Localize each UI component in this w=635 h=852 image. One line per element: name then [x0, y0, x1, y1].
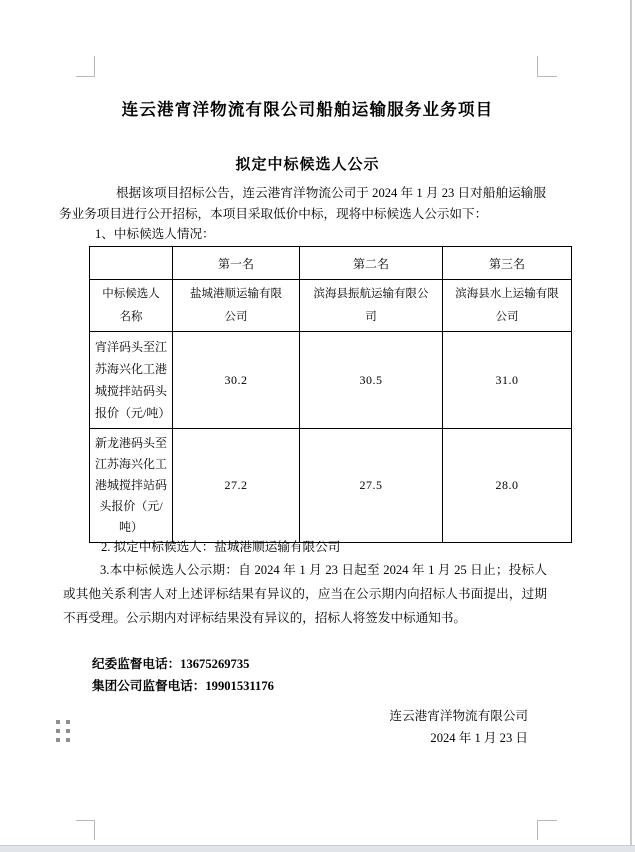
header-rank-1: 第一名 [173, 247, 300, 280]
document-subtitle: 拟定中标候选人公示 [235, 157, 380, 173]
price-2-candidate-2: 27.5 [300, 429, 443, 543]
price-row-xiaoyang-wharf [90, 332, 572, 429]
document-title: 连云港宵洋物流有限公司船舶运输服务业务项目 [121, 100, 494, 119]
candidates-table [89, 246, 572, 543]
table-header-row [90, 247, 572, 280]
section-2-text: 2. 拟定中标候选人：盐城港顺运输有限公司 [101, 540, 341, 554]
group-phone-line: 集团公司监督电话：19901531176 [92, 678, 274, 693]
section-1-heading: 1、中标候选人情况： [95, 227, 215, 241]
header-rank-2: 第二名 [300, 247, 443, 280]
price-1-candidate-3: 31.0 [443, 332, 572, 429]
section-3-paragraph: 3.本中标候选人公示期：自 2024 年 1 月 23 日起至 2024 年 1 月 25 日止；投标人或其他关系利害人对上述评标结果有异议的，应当在公示期内向招标人书面提出，过期不再受理。公示期内对评标结果没有异议的，招标人将签发中标通知书。 [63, 563, 547, 625]
candidate-3-name: 滨海县水上运输有限公司 [443, 280, 572, 332]
price-1-candidate-2: 30.5 [300, 332, 443, 429]
candidate-name-row [90, 280, 572, 332]
intro-paragraph: 根据该项目招标公告，连云港宵洋物流公司于 2024 年 1 月 23 日对船舶运输服务业务项目进行公开招标，本项目采取低价中标，现将中标候选人公示如下： [59, 186, 547, 221]
price-2-candidate-3: 28.0 [443, 429, 572, 543]
row-label-price-1: 宵洋码头至江苏海兴化工港城搅拌站码头报价（元/吨） [90, 332, 173, 429]
crop-mark-top-left [76, 56, 95, 77]
crop-mark-bottom-left [76, 820, 95, 840]
discipline-phone-line: 纪委监督电话：13675269735 [92, 657, 250, 671]
dot-grid-anchor-icon [56, 720, 70, 743]
row-label-candidate-name: 中标候选人名称 [90, 280, 173, 332]
signature-block [330, 705, 528, 749]
candidate-2-name: 滨海县振航运输有限公司 [300, 280, 443, 332]
candidate-1-name: 盐城港顺运输有限公司 [173, 280, 300, 332]
header-empty-cell [90, 247, 173, 280]
bottom-scrollbar[interactable] [0, 845, 635, 852]
header-rank-3: 第三名 [443, 247, 572, 280]
price-row-xinlonggang-wharf [90, 429, 572, 543]
vertical-scrollbar[interactable] [630, 0, 632, 845]
signature-date: 2024 年 1 月 23 日 [430, 731, 528, 745]
signature-company: 连云港宵洋物流有限公司 [389, 709, 528, 723]
price-2-candidate-1: 27.2 [173, 429, 300, 543]
crop-mark-top-right [537, 56, 557, 77]
supervision-phones [92, 654, 274, 697]
crop-mark-bottom-right [537, 820, 557, 840]
row-label-price-2: 新龙港码头至江苏海兴化工港城搅拌站码头报价（元/吨） [90, 429, 173, 543]
price-1-candidate-1: 30.2 [173, 332, 300, 429]
